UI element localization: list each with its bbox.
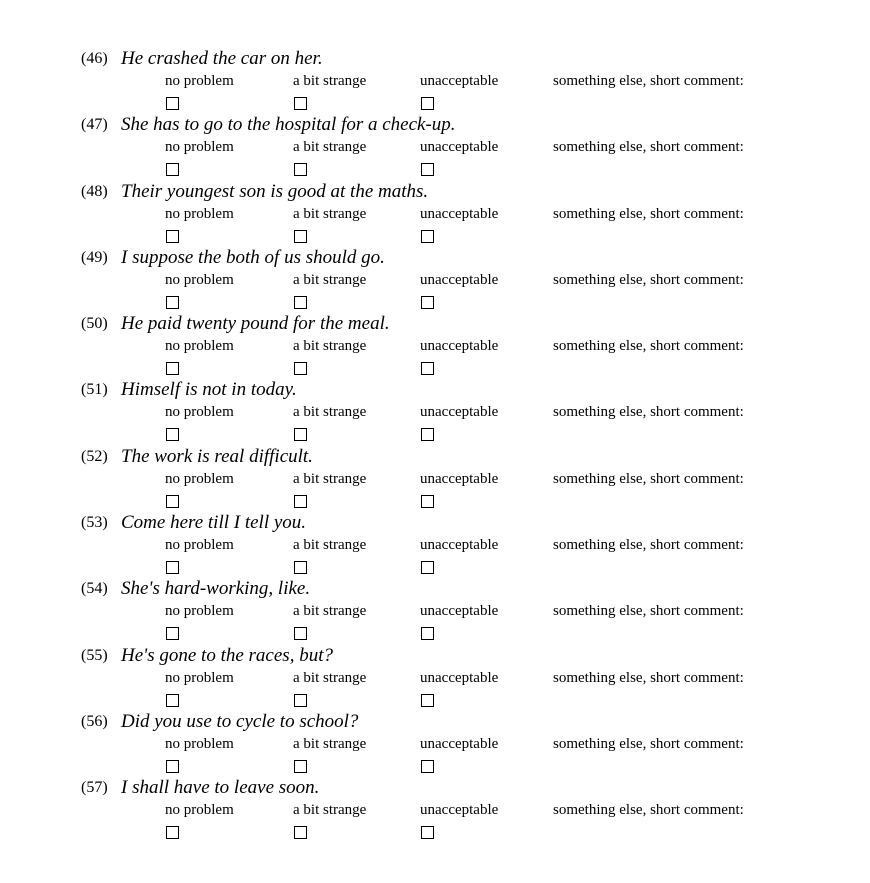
option-something-else-label: something else, short comment: xyxy=(553,537,744,554)
option-something-else-label: something else, short comment: xyxy=(553,735,744,752)
option-a-bit-strange-label: a bit strange xyxy=(293,205,367,222)
option-no-problem-label: no problem xyxy=(165,470,234,487)
item-sentence: I suppose the both of us should go. xyxy=(121,246,385,268)
item-sentence: The work is real difficult. xyxy=(121,445,313,467)
option-a-bit-strange-label: a bit strange xyxy=(293,73,367,89)
a-bit-strange-checkbox[interactable] xyxy=(294,627,307,640)
no-problem-checkbox[interactable] xyxy=(166,163,179,176)
unacceptable-checkbox[interactable] xyxy=(421,495,434,508)
option-unacceptable-label: unacceptable xyxy=(420,470,499,487)
no-problem-checkbox[interactable] xyxy=(166,561,179,574)
questionnaire-item xyxy=(0,313,870,379)
unacceptable-checkbox[interactable] xyxy=(421,561,434,574)
option-something-else-label: something else, short comment: xyxy=(553,802,744,819)
questionnaire-item xyxy=(0,711,870,777)
questionnaire-item xyxy=(0,48,870,114)
item-number: (47) xyxy=(81,116,108,134)
no-problem-checkbox[interactable] xyxy=(166,760,179,773)
item-sentence: Come here till I tell you. xyxy=(121,512,307,534)
option-unacceptable-label: unacceptable xyxy=(420,735,499,752)
a-bit-strange-checkbox[interactable] xyxy=(294,428,307,441)
option-no-problem-label: no problem xyxy=(165,603,234,620)
unacceptable-checkbox[interactable] xyxy=(421,230,434,243)
option-a-bit-strange-label: a bit strange xyxy=(293,669,367,686)
option-no-problem-label: no problem xyxy=(165,404,234,421)
a-bit-strange-checkbox[interactable] xyxy=(294,561,307,574)
option-a-bit-strange-label: a bit strange xyxy=(293,404,367,421)
a-bit-strange-checkbox[interactable] xyxy=(294,362,307,375)
option-a-bit-strange-label: a bit strange xyxy=(293,338,367,355)
option-something-else-label: something else, short comment: xyxy=(553,271,744,288)
option-no-problem-label: no problem xyxy=(165,735,234,752)
no-problem-checkbox[interactable] xyxy=(166,362,179,375)
item-number: (57) xyxy=(81,779,108,797)
questionnaire-item xyxy=(0,446,870,512)
item-sentence: Did you use to cycle to school? xyxy=(121,710,359,732)
questionnaire-item xyxy=(0,181,870,247)
option-no-problem-label: no problem xyxy=(165,271,234,288)
a-bit-strange-checkbox[interactable] xyxy=(294,163,307,176)
no-problem-checkbox[interactable] xyxy=(166,230,179,243)
unacceptable-checkbox[interactable] xyxy=(421,362,434,375)
no-problem-checkbox[interactable] xyxy=(166,694,179,707)
option-unacceptable-label: unacceptable xyxy=(420,338,499,355)
option-unacceptable-label: unacceptable xyxy=(420,73,499,89)
no-problem-checkbox[interactable] xyxy=(166,495,179,508)
questionnaire-item xyxy=(0,114,870,180)
no-problem-checkbox[interactable] xyxy=(166,296,179,309)
item-sentence: I shall have to leave soon. xyxy=(121,777,320,799)
questionnaire-item xyxy=(0,645,870,711)
option-no-problem-label: no problem xyxy=(165,73,234,89)
option-something-else-label: something else, short comment: xyxy=(553,205,744,222)
unacceptable-checkbox[interactable] xyxy=(421,627,434,640)
unacceptable-checkbox[interactable] xyxy=(421,760,434,773)
option-something-else-label: something else, short comment: xyxy=(553,404,744,421)
item-number: (54) xyxy=(81,580,108,598)
no-problem-checkbox[interactable] xyxy=(166,627,179,640)
option-something-else-label: something else, short comment: xyxy=(553,669,744,686)
unacceptable-checkbox[interactable] xyxy=(421,296,434,309)
item-number: (56) xyxy=(81,712,108,730)
option-a-bit-strange-label: a bit strange xyxy=(293,271,367,288)
questionnaire-item xyxy=(0,379,870,445)
option-something-else-label: something else, short comment: xyxy=(553,338,744,355)
option-something-else-label: something else, short comment: xyxy=(553,73,744,89)
no-problem-checkbox[interactable] xyxy=(166,97,179,110)
option-a-bit-strange-label: a bit strange xyxy=(293,802,367,819)
option-no-problem-label: no problem xyxy=(165,338,234,355)
option-unacceptable-label: unacceptable xyxy=(420,802,499,819)
option-unacceptable-label: unacceptable xyxy=(420,139,499,156)
unacceptable-checkbox[interactable] xyxy=(421,428,434,441)
option-unacceptable-label: unacceptable xyxy=(420,404,499,421)
item-number: (50) xyxy=(81,315,108,333)
option-something-else-label: something else, short comment: xyxy=(553,139,744,156)
item-sentence: She has to go to the hospital for a check-up. xyxy=(121,114,456,136)
item-number: (53) xyxy=(81,514,108,532)
item-number: (51) xyxy=(81,381,108,399)
questionnaire-item xyxy=(0,512,870,578)
option-a-bit-strange-label: a bit strange xyxy=(293,470,367,487)
item-number: (52) xyxy=(81,447,108,465)
item-sentence: He paid twenty pound for the meal. xyxy=(121,313,390,335)
no-problem-checkbox[interactable] xyxy=(166,826,179,839)
no-problem-checkbox[interactable] xyxy=(166,428,179,441)
item-number: (49) xyxy=(81,248,108,266)
option-a-bit-strange-label: a bit strange xyxy=(293,603,367,620)
a-bit-strange-checkbox[interactable] xyxy=(294,694,307,707)
item-number: (48) xyxy=(81,182,108,200)
option-a-bit-strange-label: a bit strange xyxy=(293,537,367,554)
a-bit-strange-checkbox[interactable] xyxy=(294,495,307,508)
item-sentence: She's hard-working, like. xyxy=(121,578,311,600)
option-no-problem-label: no problem xyxy=(165,205,234,222)
a-bit-strange-checkbox[interactable] xyxy=(294,230,307,243)
item-sentence: Himself is not in today. xyxy=(121,379,297,401)
item-number: (46) xyxy=(81,50,108,67)
item-sentence: He crashed the car on her. xyxy=(121,48,323,69)
a-bit-strange-checkbox[interactable] xyxy=(294,97,307,110)
option-unacceptable-label: unacceptable xyxy=(420,205,499,222)
item-number: (55) xyxy=(81,646,108,664)
option-a-bit-strange-label: a bit strange xyxy=(293,139,367,156)
questionnaire-item xyxy=(0,777,870,843)
option-no-problem-label: no problem xyxy=(165,802,234,819)
option-unacceptable-label: unacceptable xyxy=(420,603,499,620)
a-bit-strange-checkbox[interactable] xyxy=(294,296,307,309)
option-no-problem-label: no problem xyxy=(165,139,234,156)
option-unacceptable-label: unacceptable xyxy=(420,537,499,554)
questionnaire-item xyxy=(0,578,870,644)
questionnaire-item xyxy=(0,247,870,313)
option-something-else-label: something else, short comment: xyxy=(553,603,744,620)
option-no-problem-label: no problem xyxy=(165,669,234,686)
unacceptable-checkbox[interactable] xyxy=(421,163,434,176)
option-unacceptable-label: unacceptable xyxy=(420,669,499,686)
questionnaire-items xyxy=(0,48,870,844)
unacceptable-checkbox[interactable] xyxy=(421,694,434,707)
a-bit-strange-checkbox[interactable] xyxy=(294,760,307,773)
item-sentence: He's gone to the races, but? xyxy=(121,644,333,666)
item-sentence: Their youngest son is good at the maths. xyxy=(121,180,429,202)
unacceptable-checkbox[interactable] xyxy=(421,97,434,110)
option-no-problem-label: no problem xyxy=(165,537,234,554)
option-unacceptable-label: unacceptable xyxy=(420,271,499,288)
option-something-else-label: something else, short comment: xyxy=(553,470,744,487)
a-bit-strange-checkbox[interactable] xyxy=(294,826,307,839)
option-a-bit-strange-label: a bit strange xyxy=(293,735,367,752)
unacceptable-checkbox[interactable] xyxy=(421,826,434,839)
